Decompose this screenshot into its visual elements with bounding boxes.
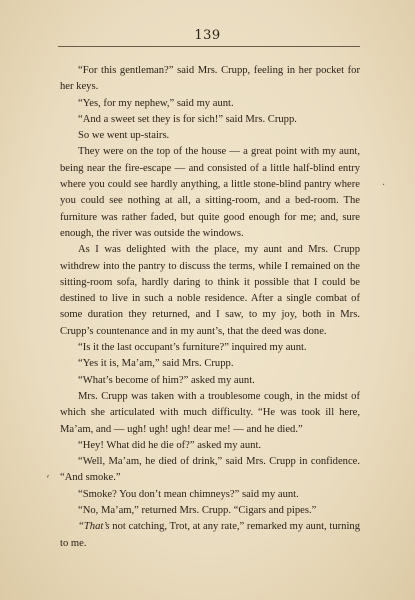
paragraph: As I was delighted with the place, my aunt and Mrs. Crupp withdrew into the pantry to discuss the terms, while I remained on the sitting-room sofa, hardly daring to think it possible that I could be destined to live in such a noble residence. After a single combat of some duration they returned, and I saw, to my joy, both in Mrs. Crupp’s countenance and in my aunt’s, that the deed was done. — [60, 244, 360, 337]
page-number: 139 — [194, 28, 221, 43]
paragraph: So we went up-stairs. — [78, 130, 170, 142]
paragraph: “Smoke? You don’t mean chimneys?” said my aunt. — [78, 488, 299, 500]
paragraph: “Hey! What did he die of?” asked my aunt. — [78, 439, 262, 451]
paragraph: “Is it the last occupant’s furniture?” inquired my aunt. — [78, 342, 307, 354]
paragraph: “Yes, for my nephew,” said my aunt. — [78, 97, 234, 109]
emphasized-word: “That’s — [78, 521, 110, 533]
paragraph: “What’s become of him?” asked my aunt. — [78, 374, 255, 386]
paragraph: “No, Ma’am,” returned Mrs. Crupp. “Cigars and pipes.” — [78, 505, 317, 517]
stray-ink-mark: · — [382, 180, 386, 191]
paragraph-last-rest: not catching, Trot, at any rate,” remarked my aunt, turning to me. — [60, 521, 360, 549]
margin-ink-mark: ‘ — [46, 473, 50, 486]
paragraph: Mrs. Crupp was taken with a troublesome cough, in the midst of which she articulated with much difficulty. “He was took ill here, Ma’am, and — ugh! ugh! ugh! dear me! — and he died.” — [60, 390, 360, 435]
header-rule — [58, 46, 360, 47]
paragraph: They were on the top of the house — a great point with my aunt, being near the fire-escape — and consisted of a little half-blind entry where you could see hardly anything, a little stone-blind pantry where you could see nothing at all, a sitting-room, and a bed-room. The furniture was rather faded, but quite good enough for me; and, sure enough, the river was outside the windows. — [60, 146, 360, 239]
paragraph: “And a sweet set they is for sich!” said Mrs. Crupp. — [78, 113, 297, 125]
paragraph: “Well, Ma’am, he died of drink,” said Mrs. Crupp in confidence. “And smoke.” — [60, 456, 360, 484]
body-text — [60, 63, 360, 552]
paragraph: “For this gentleman?” said Mrs. Crupp, feeling in her pocket for her keys. — [60, 65, 360, 93]
paragraph-last — [60, 519, 360, 552]
paragraph: “Yes it is, Ma’am,” said Mrs. Crupp. — [78, 358, 234, 370]
